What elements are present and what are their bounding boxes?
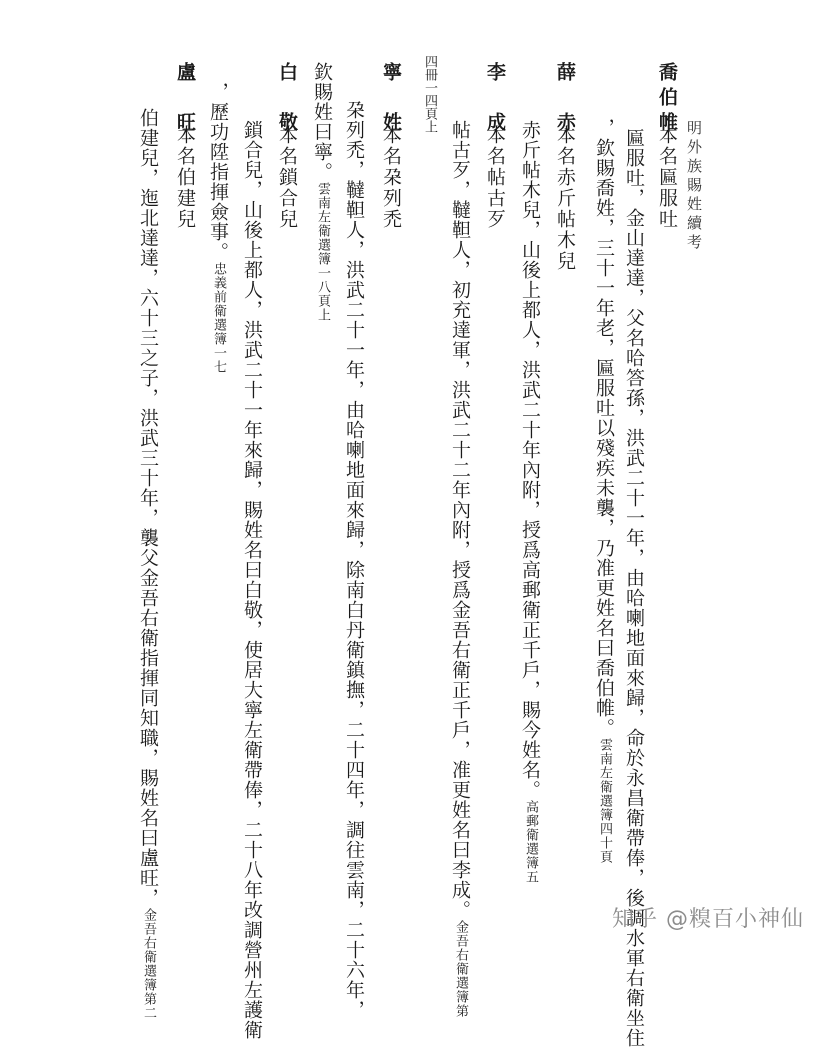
source-citation-ning: 雲南左衛選簿一八頁上 (315, 182, 330, 322)
source-citation-li-cont: 四冊一四頁上 (422, 55, 437, 133)
entry-text-ning-2-main: 欽賜姓曰寧。 (311, 62, 333, 182)
watermark: 知乎 @糗百小神仙 (612, 907, 804, 932)
entry-text-xue-main: 赤斤帖木兒，山後上都人，洪武二十年內附，授爲高郵衛正千戶，賜今姓名。 (519, 120, 541, 800)
running-header: 明外族賜姓續考 (685, 120, 703, 253)
entry-text-li (450, 120, 469, 1018)
entry-text-bai-2 (208, 82, 227, 374)
entry-title-li: 李 成 (484, 62, 506, 137)
entry-original-name-li: 本名帖古歹 (484, 125, 506, 230)
source-citation-bai: 忠義前衛選簿一七 (211, 262, 226, 374)
entry-original-name-qiao: 本名匾服吐 (656, 125, 678, 230)
entry-text-lu (138, 108, 157, 1020)
entry-text-xue (520, 120, 539, 884)
source-citation-li: 金吾右衛選簿第 (453, 920, 468, 1018)
source-citation-qiao: 雲南左衛選簿四十頁 (597, 738, 612, 864)
entry-title-qiao: 喬伯帷 (656, 62, 678, 137)
entry-original-name-lu: 本名伯建兒 (174, 125, 196, 230)
entry-title-ning: 寧 姓 (380, 62, 402, 137)
entry-text-li-main: 帖古歹，韃靼人，初充達軍，洪武二十二年內附，授爲金吾右衛正千戶，准更姓名曰李成。 (449, 120, 471, 920)
entry-text-qiao-2-main: ，欽賜喬姓，三十一年老，匾服吐以殘疾未襲，乃准更姓名曰喬伯帷。 (593, 118, 615, 738)
entry-text-lu-main: 伯建兒，迤北達達，六十三之子，洪武三十年，襲父金吾右衛指揮同知職，賜姓名曰盧旺， (137, 108, 159, 908)
entry-title-bai: 白 敬 (276, 62, 298, 137)
entry-text-bai-1: 鎖合兒，山後上都人，洪武二十一年來歸，賜姓名曰白敬，使居大寧左衛帶俸，二十八年改調營州左護衛 (241, 120, 263, 1040)
source-citation-xue: 高郵衛選簿五 (523, 800, 538, 884)
entry-text-bai-2-main: ，歷功陞指揮僉事。 (207, 82, 229, 262)
entry-original-name-xue: 本名赤斤帖木兒 (554, 125, 576, 272)
entry-original-name-bai: 本名鎖合兒 (276, 125, 298, 230)
entry-text-ning-1: 朶列禿，韃靼人，洪武二十一年，由哈喇地面來歸，除南白丹衛鎮撫，二十四年，調往雲南，二十六年， (343, 100, 365, 1020)
entry-text-ning-2 (312, 62, 331, 322)
entry-text-qiao-1: 匾服吐，金山達達，父名哈答孫，洪武二十一年，由哈喇地面來歸，命於永昌衛帶俸，後調水軍右衛坐住 (623, 128, 645, 1048)
entry-text-qiao-2 (594, 118, 613, 864)
source-citation-lu: 金吾右衛選簿第二 (141, 908, 156, 1020)
entry-title-xue: 薛 赤 (554, 62, 576, 137)
entry-title-lu: 盧 旺 (174, 62, 196, 137)
entry-original-name-ning: 本名朶列禿 (380, 125, 402, 230)
